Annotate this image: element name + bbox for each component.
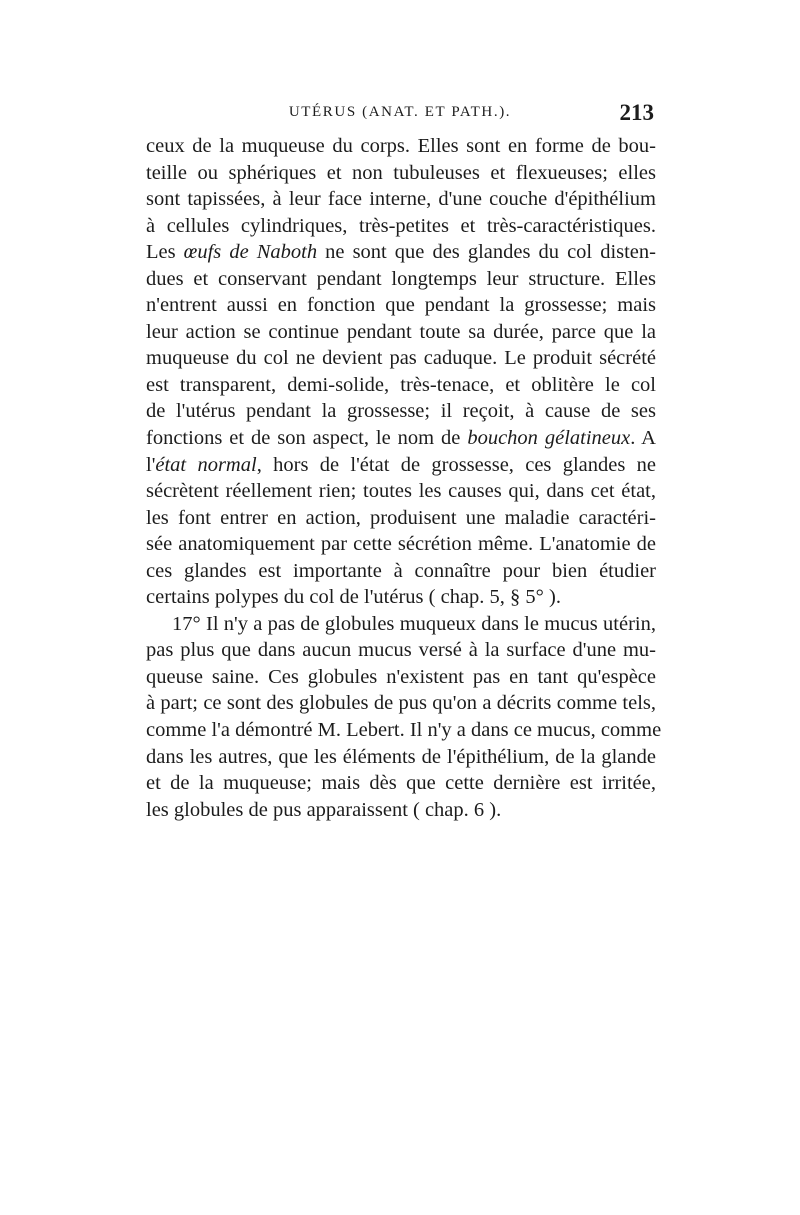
text-run: ne sont que des glandes du col disten-	[317, 241, 656, 264]
text-run: n'entrent aussi en fonction que pendant la grossesse; mais	[146, 294, 656, 317]
text-run: 17° Il n'y a pas de globules muqueux dans le mucus utérin,	[172, 612, 656, 635]
text-run: est transparent, demi-solide, très-tenace, et oblitère le col	[146, 373, 656, 396]
text-line	[146, 797, 656, 824]
running-title: UTÉRUS (ANAT. ET PATH.).	[288, 104, 512, 120]
text-run: . A	[630, 427, 656, 450]
text-line	[146, 531, 656, 558]
paragraph	[146, 611, 662, 823]
text-line	[146, 505, 656, 532]
text-line	[146, 266, 656, 293]
text-run: sécrètent réellement rien; toutes les causes qui, dans cet état,	[146, 480, 656, 503]
text-line	[146, 425, 656, 452]
text-run: l'	[146, 453, 156, 476]
italic-term: bouchon gélatineux	[467, 427, 631, 450]
text-run: certains polypes du col de l'utérus ( chap. 5, § 5° ).	[146, 586, 561, 609]
text-line	[146, 319, 656, 346]
text-line	[146, 372, 656, 399]
text-run: queuse saine. Ces globules n'existent pas en tant qu'espèce	[146, 665, 656, 688]
text-run: dues et conservant pendant longtemps leur structure. Elles	[146, 267, 656, 290]
text-run: et de la muqueuse; mais dès que cette dernière est irritée,	[146, 772, 656, 795]
text-line	[146, 452, 656, 479]
text-run: leur action se continue pendant toute sa durée, parce que la	[146, 320, 656, 343]
text-line	[146, 213, 656, 240]
text-run: dans les autres, que les éléments de l'épithélium, de la glande	[146, 745, 656, 768]
text-run: fonctions et de son aspect, le nom de	[146, 427, 468, 450]
text-run: à part; ce sont des globules de pus qu'on a décrits comme tels,	[146, 692, 656, 715]
text-line	[146, 717, 662, 744]
text-run: comme l'a démontré M. Lebert. Il n'y a dans ce mucus, comme	[146, 719, 662, 742]
text-run: sont tapissées, à leur face interne, d'une couche d'épithélium	[146, 188, 656, 211]
paragraph	[146, 133, 656, 611]
text-line	[146, 558, 656, 585]
text-run: pas plus que dans aucun mucus versé à la surface d'une mu-	[146, 639, 656, 662]
running-head	[146, 100, 654, 132]
page-number: 213	[619, 100, 654, 125]
text-run: Les	[146, 241, 184, 264]
text-line	[146, 690, 656, 717]
text-run: ces glandes est importante à connaître pour bien étudier	[146, 559, 656, 582]
text-run: teille ou sphériques et non tubuleuses et flexueuses; elles	[146, 161, 656, 184]
italic-term: état normal	[155, 453, 257, 476]
text-run: , hors de l'état de grossesse, ces glandes ne	[256, 453, 657, 476]
text-line	[146, 770, 656, 797]
text-line	[146, 133, 656, 160]
text-line	[146, 292, 656, 319]
text-line	[146, 345, 656, 372]
text-line	[146, 239, 656, 266]
text-run: ceux de la muqueuse du corps. Elles sont en forme de bou-	[146, 135, 656, 157]
text-run: les globules de pus apparaissent ( chap. 6 ).	[146, 798, 502, 821]
text-line	[146, 744, 656, 771]
text-run: muqueuse du col ne devient pas caduque. Le produit sécrété	[146, 347, 656, 370]
text-run: les font entrer en action, produisent une maladie caractéri-	[146, 506, 656, 529]
text-line	[146, 637, 656, 664]
italic-term: œufs de Naboth	[183, 241, 318, 264]
text-line	[146, 584, 656, 611]
text-run: de l'utérus pendant la grossesse; il reçoit, à cause de ses	[146, 400, 656, 423]
text-line	[146, 611, 656, 638]
body-text	[146, 133, 662, 823]
text-line	[146, 160, 656, 187]
text-run: à cellules cylindriques, très-petites et très-caractéristiques.	[146, 214, 656, 237]
text-line	[146, 664, 656, 691]
text-line	[146, 186, 656, 213]
text-line	[146, 398, 656, 425]
text-run: sée anatomiquement par cette sécrétion même. L'anatomie de	[146, 533, 656, 556]
text-line	[146, 478, 656, 505]
